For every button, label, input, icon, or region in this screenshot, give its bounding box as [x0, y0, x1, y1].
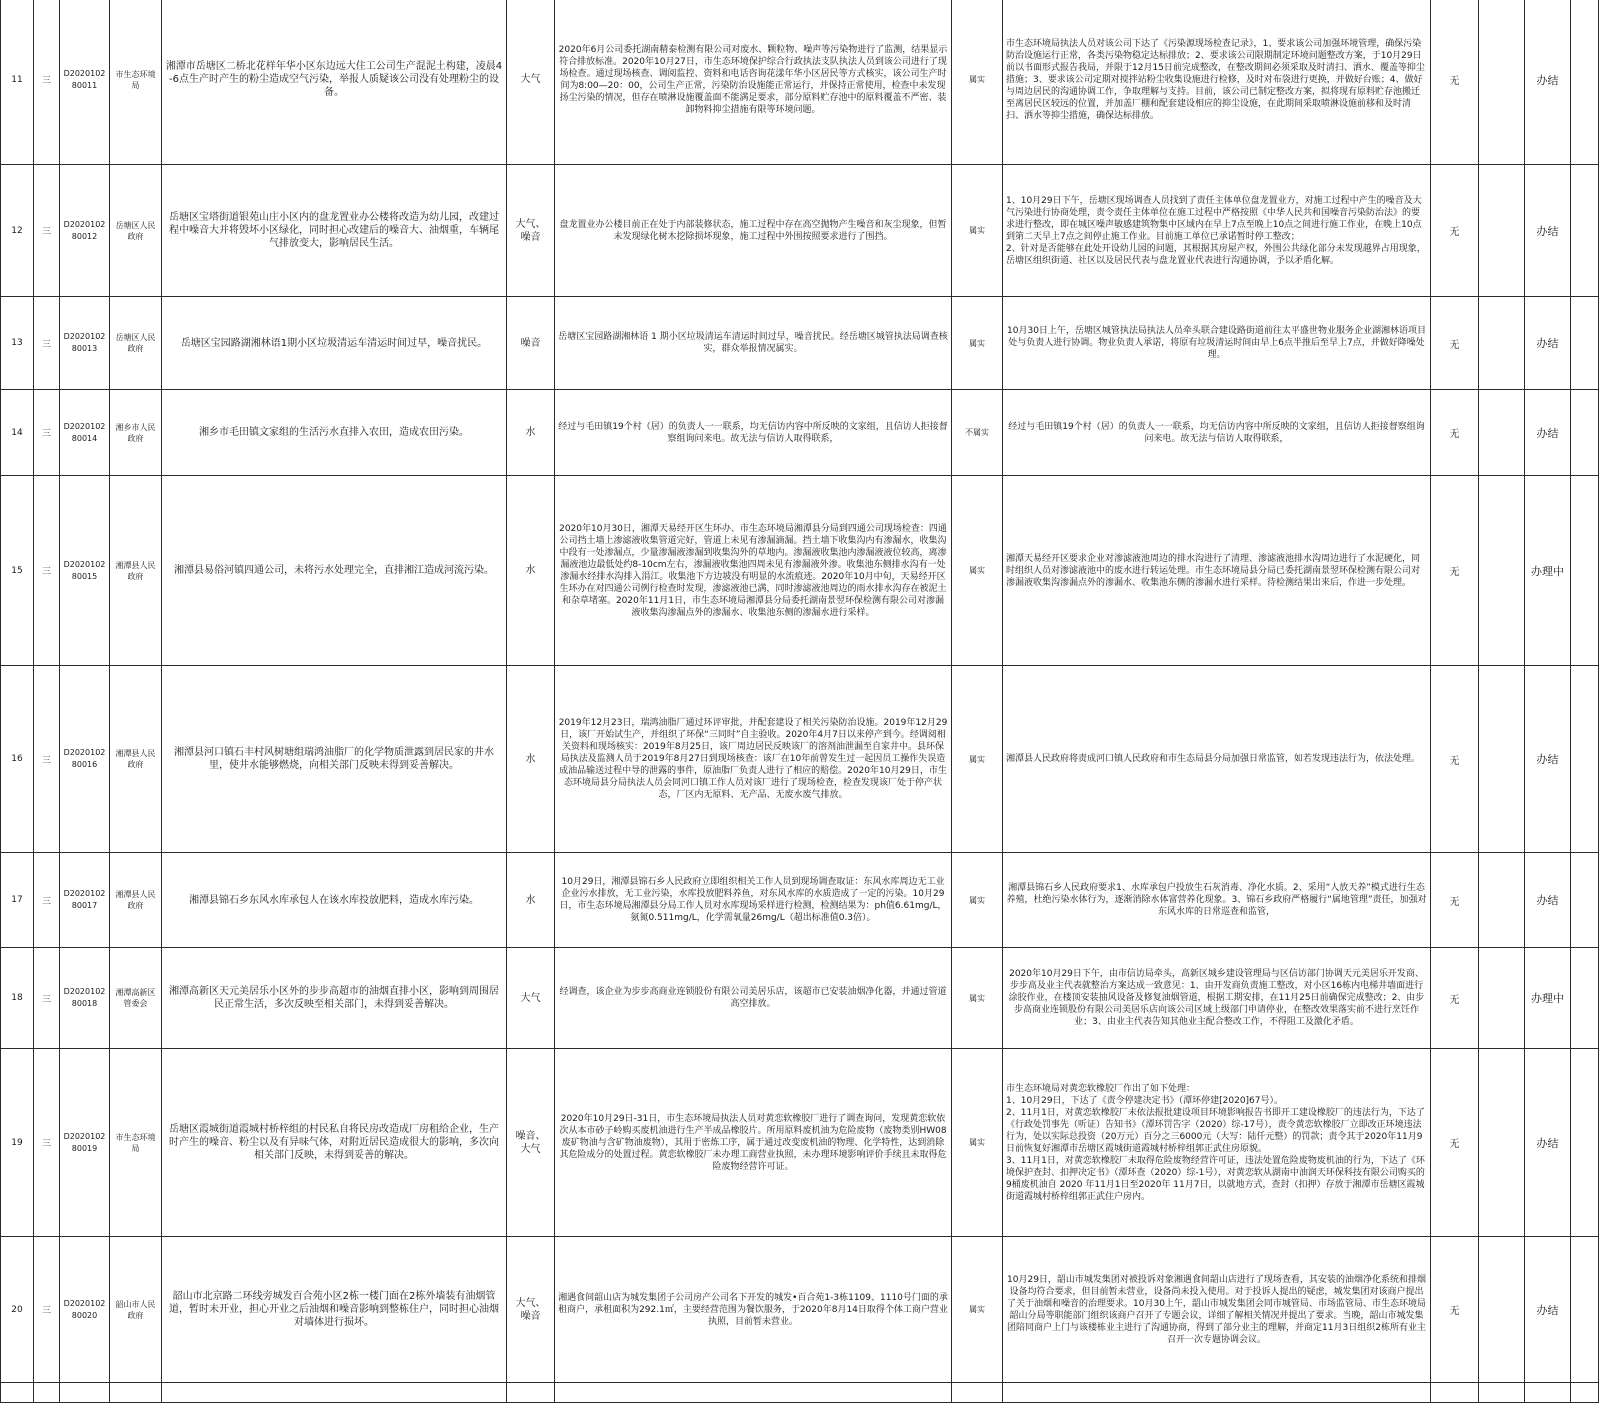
verified-cell	[952, 666, 1003, 853]
blank-cell	[1479, 476, 1525, 666]
accountability-cell	[1431, 297, 1479, 390]
blank-cell	[1479, 948, 1525, 1049]
status-cell-text: 办理中	[1531, 564, 1564, 578]
case-code-cell-text: D2020102 80020	[63, 1298, 106, 1320]
responsible-unit-cell-text: 湘潭县人民 政府	[115, 890, 156, 910]
verified-cell	[952, 297, 1003, 390]
responsible-unit-cell	[110, 1237, 162, 1383]
blank-cell-end	[1571, 476, 1599, 666]
batch-cell	[34, 948, 60, 1049]
pollution-type-cell	[507, 853, 555, 948]
responsible-unit-cell-text: 湘乡市人民 政府	[115, 422, 156, 443]
blank-cell	[1479, 0, 1525, 165]
batch-cell	[34, 165, 60, 297]
accountability-cell	[1431, 666, 1479, 853]
status-cell	[1525, 666, 1571, 853]
status-cell-text: 办结	[1536, 426, 1559, 440]
batch-cell-text: 三	[41, 76, 51, 86]
accountability-cell	[1431, 1049, 1479, 1237]
verified-cell-text: 属实	[969, 338, 985, 348]
status-cell-text: 办理中	[1531, 992, 1564, 1005]
handling-cell	[1003, 1049, 1431, 1237]
pollution-type-cell-text: 噪音	[520, 337, 541, 349]
blank-cell-end	[1571, 390, 1599, 476]
investigation-cell-text: 2020年6月公司委托湖南精泰检测有限公司对废水、颗粒物、噪声等污染物进行了监测，结果显示符合排放标准。2020年10月27日，市生态环境保护综合行政执法支队执法人员到该公司进行了现场检查。通过现场核查、调阅监控、资料和电话咨询花漾年华小区居民等方式核实，该公司生产时间为8:00—20：00，公司生产正常，污染防治设施能正常运行，并保持正常使用，检查中未发现扬尘污染的情况，但存在喷淋设施覆盖面不能满足要求，部分原料贮存池中的原料覆盖不严密、装卸物料抑尘措施有限等环境问题。	[558, 44, 948, 115]
complaint-content-cell-text: 湘潭高新区天元美居乐小区外的步步高超市的油烟直排小区，影响到周围居民正常生活，多次反映至相关部门，未得到妥善解决。	[169, 986, 499, 1010]
handling-cell-text: 湘潭县锦石乡人民政府要求1、水库承包户投放生石灰消毒、净化水质。2、采用“人放天养”模式进行生态养殖，杜绝污染水体行为，逐渐消除水体富营养化现象。3、锦石乡政府严格履行“属地管理”责任，加强对东风水库的日常巡查和监管，	[1006, 883, 1427, 917]
row-number-text: 11	[11, 74, 23, 85]
accountability-cell-text: 无	[1449, 339, 1460, 351]
status-cell-text: 办结	[1536, 753, 1559, 766]
complaint-content-cell-text: 岳塘区宝园路湖湘林语1期小区垃圾清运车清运时间过早，噪音扰民。	[180, 337, 488, 349]
pollution-type-cell	[507, 948, 555, 1049]
row-number-text: 12	[11, 225, 23, 236]
case-code-cell-text: D2020102 80015	[63, 559, 106, 581]
row-number	[1, 948, 34, 1049]
verified-cell-text: 属实	[969, 993, 985, 1003]
accountability-cell-text: 无	[1449, 755, 1460, 767]
investigation-cell	[555, 853, 952, 948]
investigation-cell-text: 2020年10月29日-31日，市生态环境局执法人员对黄恋软橡胶厂进行了调查询问，发现黄恋软依次从本市砂子岭购买废机油进行生产半成品橡胶片。所用原料废机油为危险废物（废物类别HW08废矿物油与含矿物油废物），其用于密炼工序，属于通过改变废机油的物理、化学特性，达到消除其危险成分的处置过程。黄恋软橡胶厂未办理工商营业执照，未办理环境影响评价手续且未取得危险废物经营许可证。	[559, 1113, 947, 1172]
status-cell	[1525, 1237, 1571, 1383]
blank-cell-end	[1571, 1237, 1599, 1383]
batch-cell	[34, 1237, 60, 1383]
verified-cell	[952, 0, 1003, 165]
handling-cell-text: 经过与毛田镇19个村（居）的负责人一一联系，均无信访内容中所反映的文家组，且信访人拒接督察组询问来电。故无法与信访人取得联系，	[1008, 421, 1425, 444]
complaint-content-cell-text: 湘潭县锦石乡东风水库承包人在该水库投放肥料，造成水库污染。	[189, 894, 479, 906]
row-number-text: 16	[11, 754, 23, 764]
row-number-text: 14	[11, 427, 23, 438]
verified-cell	[952, 476, 1003, 666]
investigation-cell-text: 盘龙置业办公楼目前正在处于内部装修状态，施工过程中存在高空抛物产生噪音和灰尘现象，但暂未发现绿化树木挖除损坏现象，施工过程中外围按照要求进行了围挡。	[559, 219, 947, 242]
case-code-cell	[60, 165, 110, 297]
investigation-cell	[555, 948, 952, 1049]
row-number	[1, 666, 34, 853]
status-cell	[1525, 297, 1571, 390]
status-cell-text: 办结	[1536, 894, 1559, 907]
handling-cell-text: 1、10月29日下午，岳塘区现场调查人员找到了责任主体单位盘龙置业方，对施工过程中产生的噪音及大气污染进行协商处理，责令责任主体单位在施工过程中严格按照《中华人民共和国噪音污染防治法》的要求进行整改，即在城区噪声敏感建筑物集中区域内在早上7点至晚上10点之间进行施工作业，在晚上10点到第二天早上7点之间停止施工作业。目前施工单位已承诺暂时停工整改； 2、针对是否能够在此处开设幼儿园的问题，其根据其房屋产权，外围公共绿化部分未发现越界占用现象，岳塘区组织街道、社区以及居民代表与盘龙置业代表进行沟通协调，予以矛盾化解。	[1006, 195, 1426, 266]
status-cell-text: 办结	[1536, 1303, 1559, 1317]
row-number	[1, 1237, 34, 1383]
case-code-cell	[60, 1049, 110, 1237]
responsible-unit-cell	[110, 0, 162, 165]
handling-cell-text: 2020年10月29日下午，由市信访局牵头，高新区城乡建设管理局与区信访部门协调天元美居乐开发商、步步高及业主代表就整治方案达成一致意见：1、由开发商负责施工整改，对小区16栋内电梯井墙面进行涂胶作业，在楼顶安装抽风设备及修复油烟管道，根据工期安排，在11月25日前确保完成整改；2、由步步高商业连锁股份有限公司美居乐店向该公司区域上级部门申请停业，在整改效果落实前不进行烹饪作业；3、由业主代表告知其他业主配合整改工作，不得阻工及激化矛盾。	[1008, 969, 1425, 1027]
status-cell	[1525, 948, 1571, 1049]
blank-cell	[1479, 1237, 1525, 1383]
row-number-text: 19	[11, 1137, 23, 1148]
case-code-cell-text: D2020102 80014	[63, 421, 106, 443]
pollution-type-cell	[507, 0, 555, 165]
responsible-unit-cell-text: 岳塘区人民 政府	[115, 333, 156, 353]
row-number-text: 15	[11, 565, 23, 576]
status-cell-text: 办结	[1536, 224, 1559, 238]
table-row	[1, 165, 1599, 297]
verified-cell-text: 属实	[969, 895, 985, 905]
responsible-unit-cell-text: 湘潭县人民 政府	[115, 560, 156, 581]
verified-cell	[952, 853, 1003, 948]
handling-cell	[1003, 666, 1431, 853]
batch-cell	[34, 853, 60, 948]
investigation-cell	[555, 476, 952, 666]
handling-cell	[1003, 0, 1431, 165]
batch-cell-text: 三	[41, 227, 51, 237]
verified-cell	[952, 948, 1003, 1049]
case-code-cell-text: D2020102 80012	[63, 219, 106, 241]
complaint-content-cell	[162, 948, 507, 1049]
table-row	[1, 1049, 1599, 1237]
batch-cell-text: 三	[41, 755, 51, 766]
batch-cell	[34, 476, 60, 666]
complaint-content-cell-text: 湘乡市毛田镇文家组的生活污水直排入农田，造成农田污染。	[199, 427, 469, 438]
accountability-cell	[1431, 853, 1479, 948]
investigation-cell	[555, 390, 952, 476]
batch-cell	[34, 0, 60, 165]
pollution-type-cell	[507, 297, 555, 390]
verified-cell-text: 属实	[969, 75, 985, 84]
handling-cell-text: 10月29日，韶山市城发集团对被投诉对象湘遇食间韶山店进行了现场查看，其安装的油烟净化系统和排烟设备均符合要求，但目前暂未营业，设备尚未投入使用。对于投诉人提出的疑虑，城发集团对该商户提出了关于油烟和噪音的治理要求。10月30上午，韶山市城发集团会同市城管局、市场监管局、市生态环境局韶山分局等职能部门组织该商户召开了专题会议，详细了解相关情况并提出了要求。当晚，韶山市城发集团陪同商户上门与该楼栋业主进行了沟通协商，得到了部分业主的理解，并商定11月3日组织2栋所有业主召开一次专题协调会议。	[1007, 1274, 1426, 1345]
blank-cell	[1479, 666, 1525, 853]
case-code-cell	[60, 390, 110, 476]
accountability-cell-text: 无	[1449, 896, 1460, 908]
pollution-type-cell	[507, 390, 555, 476]
case-code-cell-text: D2020102 80017	[63, 889, 106, 910]
status-cell-text: 办结	[1536, 73, 1559, 87]
investigation-cell	[555, 0, 952, 165]
pollution-type-cell	[507, 666, 555, 853]
accountability-cell-text: 无	[1449, 227, 1460, 238]
blank-cell	[1479, 297, 1525, 390]
case-code-cell	[60, 666, 110, 853]
pollution-type-cell	[507, 476, 555, 666]
verified-cell-text: 不属实	[965, 428, 989, 437]
verified-cell-text: 属实	[969, 566, 985, 575]
batch-cell-text: 三	[41, 896, 51, 907]
batch-cell-text: 三	[41, 1139, 51, 1149]
accountability-cell	[1431, 948, 1479, 1049]
complaint-content-cell-text: 岳塘区宝塔街道银苑山庄小区内的盘龙置业办公楼将改造为幼儿园，改建过程中噪音大并将毁坏小区绿化，同时担心改建后的噪音大、油烟重，车辆尾气排放变大，影响居民生活。	[169, 212, 499, 249]
case-code-cell	[60, 297, 110, 390]
handling-cell-text: 市生态环境局对黄恋软橡胶厂作出了如下处理： 1、10月29日，下达了《责令停建决定书》（潭环停建[2020]67号）。 2、11月1日，对黄恋软橡胶厂未依法报批建设项目环境影响报告书即开工建设橡胶厂的违法行为，下达了《行政处罚事先（听证）告知书》（潭环罚告字（2020）综-17号），责令黄恋软橡胶厂立即改正环境违法行为，处以实际总投资（20万元）百分之三6000元（大写：陆仟元整）的罚款；责令其于2020年11月9日前恢复好湘潭市岳塘区霞城街道霞城村桥梓组郭正武住房原貌。 3、11月1日，对黄恋软橡胶厂未取得危险废物经营许可证，违法处置危险废物废机油的行为，下达了《环境保护查封、扣押决定书》（潭环查（2020）综-1号），对黄恋软从湖南中油润天环保科技有限公司购买的9桶废机油自 2020 年11月1日至2020年 11月7日，以就地方式，查封（扣押）存放于湘潭市岳塘区霞城街道霞城村桥梓组郭正武住户房内。	[1006, 1083, 1425, 1202]
blank-cell	[1479, 390, 1525, 476]
pollution-type-cell-text: 水	[525, 894, 536, 906]
investigation-cell	[555, 297, 952, 390]
investigation-cell	[555, 666, 952, 853]
responsible-unit-cell	[110, 476, 162, 666]
row-number-text: 17	[11, 895, 23, 905]
handling-cell	[1003, 1237, 1431, 1383]
verified-cell	[952, 390, 1003, 476]
pollution-type-cell-text: 大气	[520, 74, 541, 85]
complaint-content-cell	[162, 1049, 507, 1237]
complaint-content-cell	[162, 165, 507, 297]
verified-cell-text: 属实	[969, 226, 985, 235]
handling-cell	[1003, 390, 1431, 476]
pollution-type-cell	[507, 1237, 555, 1383]
row-number	[1, 297, 34, 390]
responsible-unit-cell-text: 湘潭高新区 管委会	[115, 988, 156, 1008]
accountability-cell-text: 无	[1449, 994, 1460, 1006]
investigation-cell	[555, 1237, 952, 1383]
responsible-unit-cell	[110, 1049, 162, 1237]
investigation-cell-text: 经过与毛田镇19个村（居）的负责人一一联系，均无信访内容中所反映的文家组，且信访人拒接督察组询问来电。故无法与信访人取得联系，	[558, 421, 948, 444]
accountability-cell	[1431, 476, 1479, 666]
verified-cell	[952, 165, 1003, 297]
blank-cell	[1479, 853, 1525, 948]
batch-cell-text: 三	[41, 994, 51, 1005]
complaint-content-cell-text: 岳塘区霞城街道霞城村桥梓组的村民私自将民房改造成厂房租给企业，生产时产生的噪音、粉尘以及有异味气体，对附近居民造成很大的影响，多次向相关部门反映，未得到妥善的解决。	[169, 1124, 499, 1161]
complaint-content-cell	[162, 0, 507, 165]
accountability-cell	[1431, 1237, 1479, 1383]
case-code-cell-text: D2020102 80011	[63, 68, 106, 90]
investigation-cell-text: 2020年10月30日，湘潭天易经开区生环办、市生态环境局湘潭县分局到四通公司现场检查：四通公司挡土墙上渗滤液收集管道完好，管道上未见有渗漏滴漏。挡土墙下收集沟内有渗漏水，收集沟中段有一处渗漏点，少量渗漏液渗漏到收集沟外的草地内。渗漏液收集池内渗漏液液位较高，离渗漏液池边最低处约8-10cm左右，渗漏液收集池四周未见有渗漏液外渗。收集池东侧排水沟有一处渗漏水经排水沟排入涓江。收集池下方边坡没有明显的水流痕迹。2020年10月中旬，天易经开区生环办在对四通公司例行检查时发现，渗滤液池已满，同时渗滤液池周边的雨水排水沟存在被泥土和杂草堵塞。2020年11月1日，市生态环境局湘潭县分局委托湖南景翌环保检测有限公司对渗漏液收集沟渗漏点外的渗漏水、收集池东侧的渗漏水进行采样。	[559, 523, 947, 618]
table-row	[1, 948, 1599, 1049]
table-row	[1, 297, 1599, 390]
batch-cell-text: 三	[41, 1306, 51, 1316]
batch-cell-text: 三	[41, 429, 51, 439]
accountability-cell	[1431, 165, 1479, 297]
blank-cell-end	[1571, 853, 1599, 948]
responsible-unit-cell	[110, 297, 162, 390]
status-cell	[1525, 853, 1571, 948]
pollution-type-cell-text: 噪音、 大气	[515, 1130, 546, 1155]
blank-cell-end	[1571, 297, 1599, 390]
investigation-cell-text: 经调查，该企业为步步高商业连锁股份有限公司美居乐店，该超市已安装油烟净化器，并通过管道高空排放。	[559, 987, 947, 1009]
accountability-cell-text: 无	[1449, 1139, 1460, 1150]
row-number-text: 18	[11, 993, 23, 1003]
complaint-content-cell	[162, 666, 507, 853]
blank-cell	[1479, 1049, 1525, 1237]
row-number	[1, 0, 34, 165]
batch-cell-text: 三	[41, 339, 51, 350]
investigation-cell-text: 10月29日，湘潭县锦石乡人民政府立即组织相关工作人员到现场调查取证：东风水库周边无工业企业污水排放，无工业污染，水库投放肥料养鱼，对东风水库的水质造成了一定的污染。10月29日，市生态环境局湘潭县分局工作人员对水库现场采样进行检测，检测结果为：ph值6.61mg/L，氨氮0.511mg/L，化学需氧量26mg/L（超出标准值0.3倍）。	[559, 877, 947, 923]
batch-cell-text: 三	[41, 567, 51, 577]
case-code-cell	[60, 948, 110, 1049]
case-code-cell-text: D2020102 80016	[63, 748, 106, 769]
complaint-content-cell	[162, 476, 507, 666]
accountability-cell-text: 无	[1449, 567, 1460, 578]
responsible-unit-cell	[110, 390, 162, 476]
investigation-cell	[555, 1049, 952, 1237]
complaint-content-cell-text: 湘潭市岳塘区二桥北花样年华小区东边远大住工公司生产混泥土构建，凌晨4-6点生产时产生的粉尘造成空气污染，举报人质疑该公司没有处理粉尘的设备。	[165, 61, 503, 98]
complaint-content-cell	[162, 390, 507, 476]
case-code-cell	[60, 853, 110, 948]
status-cell	[1525, 1049, 1571, 1237]
table-row	[1, 666, 1599, 853]
blank-cell-end	[1571, 666, 1599, 853]
handling-cell-text: 10月30日上午，岳塘区城管执法局执法人员牵头联合建设路街道前往太平盛世物业服务企业湖湘林语项目处与负责人进行协调。物业负责人承诺，将原有垃圾清运时间由早上6点半推后至早上7点，并做好降噪处理。	[1007, 326, 1426, 360]
complaint-content-cell-text: 湘潭县河口镇石丰村风树塘组瑞鸿油脂厂的化学物质泄露到居民家的井水里，使井水能够燃烧，向相关部门反映未得到妥善解决。	[174, 747, 494, 771]
accountability-cell	[1431, 0, 1479, 165]
accountability-cell	[1431, 390, 1479, 476]
case-code-cell	[60, 1237, 110, 1383]
case-code-cell-text: D2020102 80018	[63, 987, 106, 1008]
blank-cell-end	[1571, 948, 1599, 1049]
handling-cell	[1003, 948, 1431, 1049]
verified-cell-text: 属实	[969, 1138, 985, 1147]
handling-cell	[1003, 165, 1431, 297]
responsible-unit-cell	[110, 165, 162, 297]
blank-cell-end	[1571, 0, 1599, 165]
row-number	[1, 853, 34, 948]
table-row	[1, 390, 1599, 476]
case-code-cell-text: D2020102 80013	[63, 332, 106, 353]
table-row	[1, 853, 1599, 948]
status-cell	[1525, 0, 1571, 165]
responsible-unit-cell-text: 市生态环境 局	[115, 1132, 156, 1153]
handling-cell	[1003, 853, 1431, 948]
table-row	[1, 476, 1599, 666]
complaint-content-cell-text: 韶山市北京路二环线旁城发百合苑小区2栋一楼门面在2栋外墙装有油烟管道，暂时未开业，担心开业之后油烟和噪音影响到整栋住户，同时担心油烟对墙体进行损坏。	[169, 1291, 499, 1328]
complaint-content-cell	[162, 853, 507, 948]
accountability-cell-text: 无	[1449, 76, 1460, 87]
table-row	[1, 0, 1599, 165]
batch-cell	[34, 297, 60, 390]
case-code-cell	[60, 0, 110, 165]
handling-cell	[1003, 297, 1431, 390]
blank-cell	[1479, 165, 1525, 297]
pollution-type-cell-text: 大气	[520, 992, 541, 1004]
batch-cell	[34, 390, 60, 476]
blank-cell-end	[1571, 165, 1599, 297]
responsible-unit-cell	[110, 666, 162, 853]
accountability-cell-text: 无	[1449, 429, 1460, 440]
responsible-unit-cell	[110, 948, 162, 1049]
row-number	[1, 476, 34, 666]
pollution-type-cell-text: 水	[525, 427, 536, 438]
accountability-cell-text: 无	[1449, 1306, 1460, 1317]
responsible-unit-cell	[110, 853, 162, 948]
responsible-unit-cell-text: 湘潭县人民 政府	[115, 749, 156, 769]
investigation-cell	[555, 165, 952, 297]
investigation-cell-text: 岳塘区宝园路湖湘林语 1 期小区垃圾清运车清运时间过早，噪音扰民。经岳塘区城管执法局调查核实，群众举报情况属实。	[558, 332, 948, 354]
pollution-type-cell-text: 水	[525, 565, 536, 576]
batch-cell	[34, 666, 60, 853]
responsible-unit-cell-text: 市生态环境 局	[115, 69, 156, 90]
responsible-unit-cell-text: 岳塘区人民 政府	[115, 220, 156, 241]
blank-cell-end	[1571, 1049, 1599, 1237]
investigation-cell-text: 湘遇食间韶山店为城发集团子公司房产公司名下开发的城发•百合苑1-3栋1109、1110号门面的承租商户，承租面积为292.1㎡，主要经营范围为餐饮服务，于2020年8月14日取得个体工商户营业执照，目前暂未营业。	[558, 1292, 948, 1327]
pollution-type-cell-text: 大气、 噪音	[515, 1297, 546, 1322]
complaint-content-cell	[162, 297, 507, 390]
pollution-type-cell-text: 水	[525, 753, 536, 765]
status-cell	[1525, 165, 1571, 297]
handling-cell-text: 市生态环境局执法人员对该公司下达了《污染源现场检查记录》，1、要求该公司加强环境管理，确保污染防治设施运行正常，各类污染物稳定达标排放；2、要求该公司限期制定环境问题整改方案，于10月29日前以书面形式报告我局，并限于12月15日前完成整改，在整改期间必须采取及时清扫、洒水、覆盖等抑尘措施；3、要求该公司定期对搅拌站粉尘收集设施进行检修，及时对布袋进行更换，并做好台账；4、做好与周边居民的沟通协调工作，争取理解与支持。目前，该公司已制定整改方案，拟将现有原料贮存池搬迁至离居民区较远的位置，并加盖厂棚和配套建设相应的抑尘设施，在此期间采取喷淋设施前移和及时清扫、洒水等抑尘措施，确保达标排放。	[1006, 38, 1425, 121]
verified-cell-text: 属实	[969, 1305, 985, 1314]
status-cell	[1525, 476, 1571, 666]
row-number	[1, 165, 34, 297]
row-number	[1, 390, 34, 476]
complaint-content-cell-text: 湘潭县易俗河镇四通公司，未将污水处理完全，直排湘江造成河流污染。	[174, 565, 494, 576]
status-cell-text: 办结	[1536, 337, 1559, 350]
pollution-type-cell	[507, 165, 555, 297]
table-row	[1, 1237, 1599, 1383]
responsible-unit-cell-text: 韶山市人民 政府	[115, 1299, 156, 1320]
row-number-text: 20	[11, 1304, 23, 1315]
investigation-cell-text: 2019年12月23日，瑞鸿油脂厂通过环评审批，并配套建设了相关污染防治设施。2019年12月29日，该厂开始试生产，并组织了环保“三同时”自主验收。2020年4月7日以来停产到今。经调阅相关资料和现场核实：2019年8月25日，该厂周边居民反映该厂的溶剂油泄漏至自家井中。县环保局执法及监测人员于2019年8月27日到现场核查：该厂在10年前曾发生过一起因员工操作失误造成油品输送过程中导的泄露的事件，原油脂厂负责人进行了相应的赔偿。2020年10月29日，市生态环境局县分局执法人员会同河口镇工作人员对该厂进行了现场检查，检查发现该厂处于停产状态，厂区内无原料、无产品、无废水废气排放。	[558, 718, 948, 800]
status-cell-text: 办结	[1536, 1136, 1559, 1150]
verified-cell	[952, 1049, 1003, 1237]
row-number	[1, 1049, 34, 1237]
batch-cell	[34, 1049, 60, 1237]
handling-cell-text: 湘潭天易经开区要求企业对渗滤液池周边的排水沟进行了清理、渗滤液池排水沟周边进行了水泥硬化，同时组织人员对渗滤液池中的废水进行转运处理。市生态环境局县分局已委托湖南景翌环保检测有限公司对渗漏液收集沟渗漏点外的渗漏水、收集池东侧的渗漏水进行采样。待检测结果出来后，作进一步处理。	[1006, 553, 1421, 588]
case-code-cell-text: D2020102 80019	[63, 1131, 106, 1153]
complaint-content-cell	[162, 1237, 507, 1383]
status-cell	[1525, 390, 1571, 476]
handling-cell	[1003, 476, 1431, 666]
verified-cell-text: 属实	[969, 754, 985, 764]
handling-cell-text: 湘潭县人民政府将责成河口镇人民政府和市生态局县分局加强日常监管，如若发现违法行为，依法处理。	[1006, 754, 1421, 764]
pollution-type-cell-text: 大气、 噪音	[515, 218, 546, 243]
case-code-cell	[60, 476, 110, 666]
row-number-text: 13	[11, 338, 23, 348]
verified-cell	[952, 1237, 1003, 1383]
pollution-type-cell	[507, 1049, 555, 1237]
